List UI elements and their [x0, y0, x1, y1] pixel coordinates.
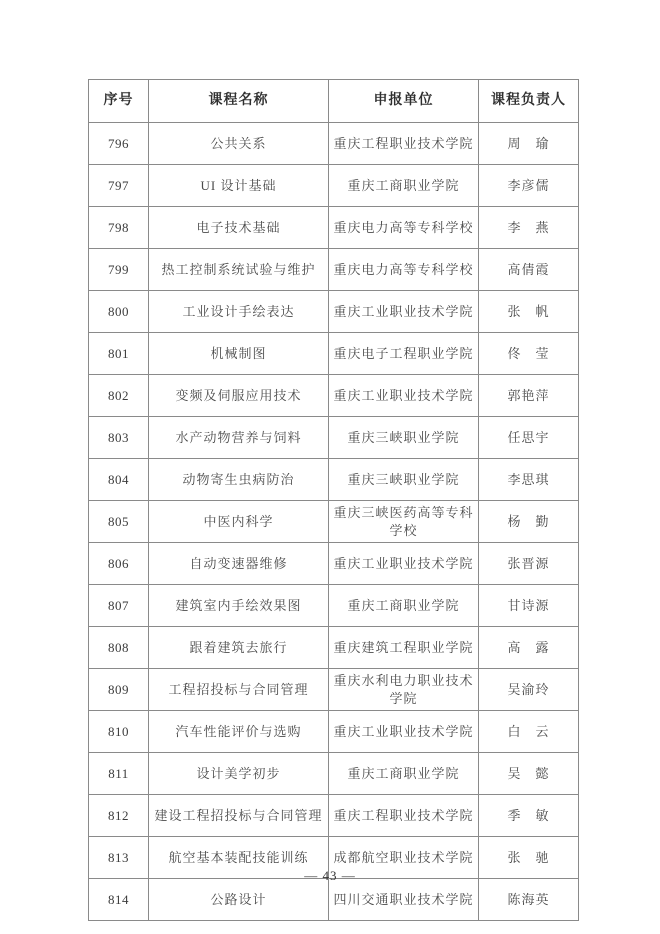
unit-cell: 重庆工程职业技术学院: [329, 795, 479, 837]
serial-cell: 800: [89, 291, 149, 333]
serial-cell: 797: [89, 165, 149, 207]
table-row: [89, 753, 579, 795]
table-row: [89, 375, 579, 417]
unit-cell: 重庆三峡职业学院: [329, 417, 479, 459]
course-name-cell: 跟着建筑去旅行: [149, 627, 329, 669]
serial-cell: 811: [89, 753, 149, 795]
serial-cell: 805: [89, 501, 149, 543]
serial-cell: 812: [89, 795, 149, 837]
course-name-cell: 热工控制系统试验与维护: [149, 249, 329, 291]
leader-cell: 张 帆: [479, 291, 579, 333]
course-table: [88, 79, 579, 921]
table-row: [89, 669, 579, 711]
unit-cell: 重庆工商职业学院: [329, 165, 479, 207]
serial-cell: 799: [89, 249, 149, 291]
table-row: [89, 501, 579, 543]
serial-cell: 814: [89, 879, 149, 921]
serial-cell: 808: [89, 627, 149, 669]
unit-cell: 重庆工商职业学院: [329, 753, 479, 795]
leader-cell: 周 瑜: [479, 123, 579, 165]
serial-cell: 807: [89, 585, 149, 627]
table-row: [89, 543, 579, 585]
table-row: [89, 123, 579, 165]
serial-cell: 798: [89, 207, 149, 249]
unit-cell: 重庆三峡医药高等专科学校: [329, 501, 479, 543]
unit-cell: 重庆三峡职业学院: [329, 459, 479, 501]
leader-cell: 张 驰: [479, 837, 579, 879]
leader-cell: 陈海英: [479, 879, 579, 921]
table-row: [89, 291, 579, 333]
table-row: [89, 249, 579, 291]
unit-cell: 重庆工业职业技术学院: [329, 375, 479, 417]
table-header-row: [89, 80, 579, 123]
table-row: [89, 795, 579, 837]
header-declaring-unit: 申报单位: [329, 80, 479, 123]
course-name-cell: 变频及伺服应用技术: [149, 375, 329, 417]
serial-cell: 796: [89, 123, 149, 165]
course-name-cell: 设计美学初步: [149, 753, 329, 795]
unit-cell: 重庆电力高等专科学校: [329, 207, 479, 249]
unit-cell: 重庆水利电力职业技术学院: [329, 669, 479, 711]
serial-cell: 804: [89, 459, 149, 501]
course-name-cell: 工业设计手绘表达: [149, 291, 329, 333]
course-name-cell: 建筑室内手绘效果图: [149, 585, 329, 627]
course-name-cell: 公共关系: [149, 123, 329, 165]
table-row: [89, 165, 579, 207]
leader-cell: 佟 莹: [479, 333, 579, 375]
unit-cell: 重庆建筑工程职业学院: [329, 627, 479, 669]
serial-cell: 802: [89, 375, 149, 417]
course-name-cell: 自动变速器维修: [149, 543, 329, 585]
course-name-cell: 建设工程招投标与合同管理: [149, 795, 329, 837]
leader-cell: 李 燕: [479, 207, 579, 249]
course-name-cell: 动物寄生虫病防治: [149, 459, 329, 501]
table-row: [89, 207, 579, 249]
page-number: — 43 —: [304, 868, 356, 883]
course-name-cell: 汽车性能评价与选购: [149, 711, 329, 753]
course-name-cell: UI 设计基础: [149, 165, 329, 207]
unit-cell: 四川交通职业技术学院: [329, 879, 479, 921]
serial-cell: 810: [89, 711, 149, 753]
table-row: [89, 627, 579, 669]
unit-cell: 重庆电力高等专科学校: [329, 249, 479, 291]
leader-cell: 郭艳萍: [479, 375, 579, 417]
leader-cell: 白 云: [479, 711, 579, 753]
leader-cell: 任思宇: [479, 417, 579, 459]
leader-cell: 李彦儒: [479, 165, 579, 207]
serial-cell: 803: [89, 417, 149, 459]
leader-cell: 甘诗源: [479, 585, 579, 627]
table-row: [89, 333, 579, 375]
unit-cell: 重庆工业职业技术学院: [329, 291, 479, 333]
course-name-cell: 公路设计: [149, 879, 329, 921]
serial-cell: 806: [89, 543, 149, 585]
leader-cell: 吴 懿: [479, 753, 579, 795]
unit-cell: 重庆工业职业技术学院: [329, 543, 479, 585]
header-serial: 序号: [89, 80, 149, 123]
course-name-cell: 水产动物营养与饲料: [149, 417, 329, 459]
course-name-cell: 中医内科学: [149, 501, 329, 543]
leader-cell: 杨 勤: [479, 501, 579, 543]
header-course-name: 课程名称: [149, 80, 329, 123]
leader-cell: 季 敏: [479, 795, 579, 837]
unit-cell: 重庆工程职业技术学院: [329, 123, 479, 165]
table-row: [89, 417, 579, 459]
table-row: [89, 459, 579, 501]
serial-cell: 809: [89, 669, 149, 711]
unit-cell: 重庆电子工程职业学院: [329, 333, 479, 375]
serial-cell: 813: [89, 837, 149, 879]
course-name-cell: 航空基本装配技能训练: [149, 837, 329, 879]
unit-cell: 重庆工业职业技术学院: [329, 711, 479, 753]
course-name-cell: 机械制图: [149, 333, 329, 375]
serial-cell: 801: [89, 333, 149, 375]
table-row: [89, 711, 579, 753]
leader-cell: 吴渝玲: [479, 669, 579, 711]
leader-cell: 高倩霞: [479, 249, 579, 291]
table-row: [89, 879, 579, 921]
course-name-cell: 电子技术基础: [149, 207, 329, 249]
course-name-cell: 工程招投标与合同管理: [149, 669, 329, 711]
leader-cell: 李思琪: [479, 459, 579, 501]
header-course-leader: 课程负责人: [479, 80, 579, 123]
leader-cell: 高 露: [479, 627, 579, 669]
unit-cell: 成都航空职业技术学院: [329, 837, 479, 879]
unit-cell: 重庆工商职业学院: [329, 585, 479, 627]
leader-cell: 张晋源: [479, 543, 579, 585]
table-body: [89, 123, 579, 921]
table-row: [89, 585, 579, 627]
